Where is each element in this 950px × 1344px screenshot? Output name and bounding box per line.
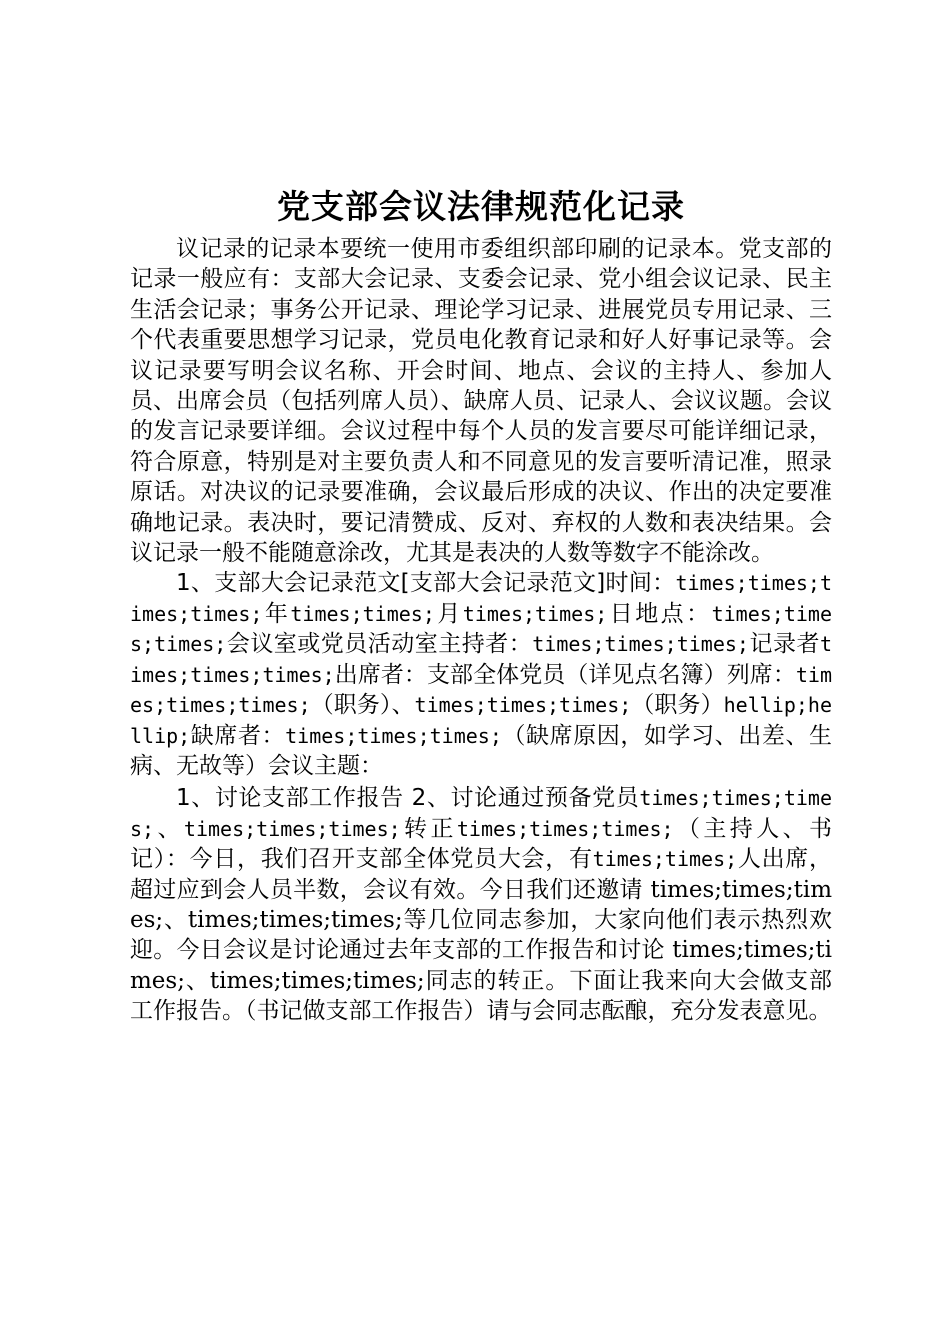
text-run: 1、讨论支部工作报告 2、讨论通过预备党员 xyxy=(176,785,640,812)
placeholder-run: times;times;times; xyxy=(130,632,833,687)
placeholder-run: times;times;times; xyxy=(456,816,674,841)
placeholder-run: times;times;times; xyxy=(183,816,401,841)
text-run: 转正 xyxy=(400,815,457,842)
text-run: 人出席，超过应到会人员半数，会议有效。 xyxy=(130,846,833,903)
text-run: 记录者 xyxy=(748,631,820,658)
text-run: 会议室或党员活动室主持者： xyxy=(226,631,533,658)
text-run: （缺席原因，如学习、出差、生病、无故等）会议主题： xyxy=(130,722,833,779)
agenda-paragraph xyxy=(130,783,832,1026)
placeholder-run: hellip;hellip; xyxy=(130,693,833,748)
document-title: 党支部会议法律规范化记录 xyxy=(277,187,685,226)
placeholder-run: times;times;times; xyxy=(532,632,749,657)
text-run: （职务） xyxy=(631,692,724,719)
placeholder-run: times;times;times; xyxy=(130,601,833,657)
text-run: 日地点： xyxy=(607,600,712,627)
placeholder-run: times;times;times; xyxy=(130,662,832,718)
placeholder-run: times;times; xyxy=(290,601,435,626)
text-run: （职务）、 xyxy=(310,692,415,719)
intro-paragraph: 议记录的记录本要统一使用市委组织部印刷的记录本。党支部的记录一般应有：支部大会记录、支委会记录、党小组会议记录、民主生活会记录；事务公开记录、理论学习记录、进展党员专用记录、三个代表重要思想学习记录，党员电化教育记录和好人好事记录等。会议记录要写明会议名称、开会时间、地点、会议的主持人、参加人员、出席会员（包括列席人员）、缺席人员、记录人、会议议题。会议的发言记录要详细。会议过程中每个人员的发言要尽可能详细记录，符合原意，特别是对主要负责人和不同意见的发言要听清记准，照录原话。对决议的记录要准确，会议最后形成的决议、作出的决定要准确地记录。表决时，要记清赞成、反对、弃权的人数和表决结果。会议记录一般不能随意涂改，尤其是表决的人数等数字不能涂改。 xyxy=(130,236,832,567)
placeholder-run: times;times; xyxy=(462,601,608,626)
text-run: 1、支部大会记录范文[支部大会记录范文]时间： xyxy=(176,570,676,597)
document-page xyxy=(130,186,832,1027)
placeholder-run: times;times;times; xyxy=(130,786,832,841)
text-run: （主持人、书记）：今日，我们召开支部全体党员大会，有 xyxy=(130,815,833,873)
text-run: 月 xyxy=(434,600,463,627)
text-run: 出席者：支部全体党员（详见点名簿）列席： xyxy=(334,661,796,688)
text-run: 缺席者： xyxy=(190,722,286,749)
text-run: 年 xyxy=(262,600,291,627)
placeholder-run: times;times;times;times; xyxy=(130,571,832,626)
text-run: 今日我们还邀请 times;times;times;、times;times;times;等几位同志参加，大家向他们表示热烈欢迎。今日会议是讨论通过去年支部的工作报告和讨论 times;times;times;、times;times;times;同志的转正。下面让我来向大会做支部工作报告。（书记做支部工作报告）请与会同志酝酿，充分发表意见。 xyxy=(130,876,832,1025)
meeting-record-paragraph xyxy=(130,568,832,781)
text-run: 、 xyxy=(154,815,184,842)
placeholder-run: times;times;times; xyxy=(414,693,632,718)
placeholder-run: times;times; xyxy=(592,847,738,872)
placeholder-run: times;times;times; xyxy=(285,723,502,748)
